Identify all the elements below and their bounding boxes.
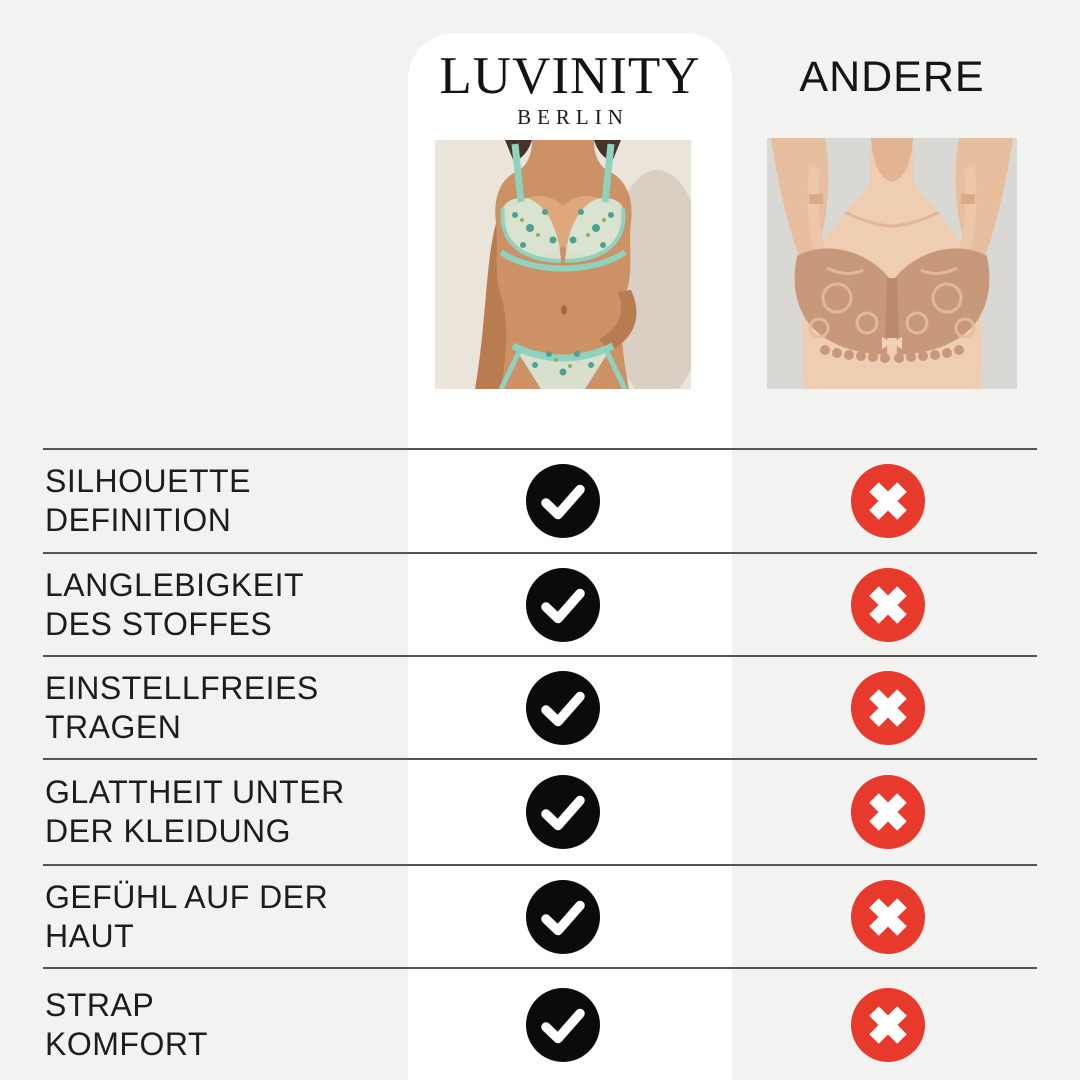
comparison-row [43,655,1037,758]
row-label-line-1: SILHOUETTE [45,463,251,499]
cross-circle-icon [851,988,925,1062]
row-label-line-2: DES STOFFES [45,605,273,642]
comparison-row [43,864,1037,967]
row-label-line-2: HAUT [45,917,135,954]
row-label-line-2: DEFINITION [45,502,232,538]
row-label [45,866,328,967]
brand-logo-city: BERLIN [517,105,629,129]
comparison-row [43,758,1037,864]
check-circle-icon [526,775,600,849]
row-label [45,760,345,864]
row-label-line-1: STRAP [45,986,155,1023]
row-label [45,450,251,552]
check-circle-icon [526,568,600,642]
row-label-line-1: GEFÜHL AUF DER [45,878,329,915]
row-label [45,554,304,655]
cross-circle-icon [851,671,925,745]
row-label-line-2: TRAGEN [45,708,182,745]
cross-circle-icon [851,464,925,538]
row-label-line-2: DER KLEIDUNG [45,813,292,849]
row-label-line-1: LANGLEBIGKEIT [45,566,305,603]
cross-circle-icon [851,880,925,954]
check-circle-icon [526,671,600,745]
brand-logo [408,48,732,129]
competitor-title: ANDERE [799,53,985,101]
row-label-line-1: EINSTELLFREIES [45,669,319,706]
row-label-line-2: KOMFORT [45,1025,208,1062]
brand-product-photo [435,140,691,389]
competitor-product-photo-art [767,138,1017,389]
row-label-line-1: GLATTHEIT UNTER [45,774,345,810]
comparison-row [43,552,1037,655]
check-circle-icon [526,464,600,538]
check-circle-icon [526,988,600,1062]
row-label [45,969,208,1080]
cross-circle-icon [851,775,925,849]
row-label [45,657,319,758]
brand-product-photo-art [435,140,691,389]
competitor-product-photo [767,138,1017,389]
cross-circle-icon [851,568,925,642]
check-circle-icon [526,880,600,954]
brand-logo-text: LUVINITY [439,47,701,105]
comparison-row [43,967,1037,1080]
comparison-row [43,448,1037,552]
